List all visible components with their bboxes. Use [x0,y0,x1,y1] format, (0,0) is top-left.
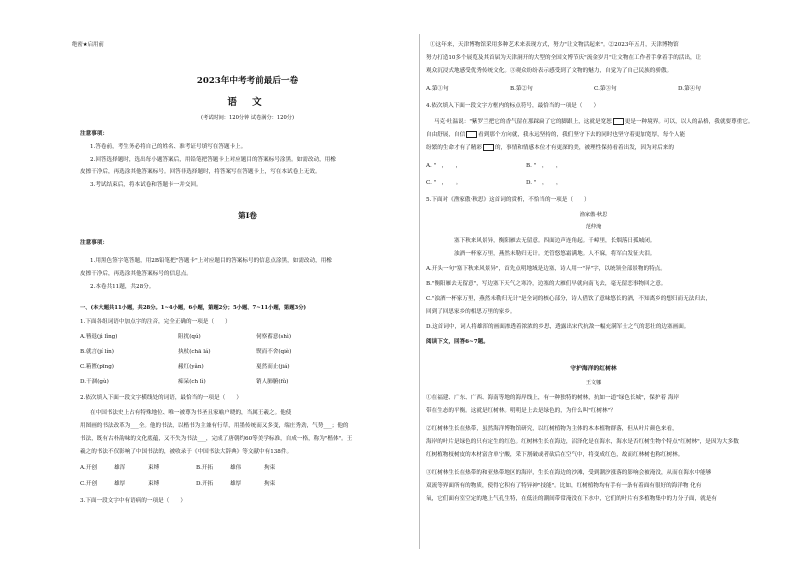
question-stem: 4.依次填入下面一段文字方框内的标点符号，最恰当的一项是（ ） [426,103,600,109]
article-line: ③红树林生长在热带的和亚热带地区的海岸，生长在海边的沙滩，受到潮汐涨落的影响会被淹没，从而在海水中能够 [426,470,712,476]
q2-paragraph-line: 用图画的书法改革为___全。他的书法，以楷书为主兼有行草，用墨传统而又多变，端庄秀劲，气势___；他的 [80,423,349,429]
note-item: 2.回答选择题时，选出每小题答案后，用铅笔把答题卡上对应题目的答案标号涂黑。如需改动，用橡 [90,157,336,163]
exam-title: 2023年中考考前最后一卷 [196,76,299,86]
article-line: 海岸的叶片是绿色的只有定生的红色。红树林生长在海边，沼泽化是在海水，海水是否红树生物个特点"红树林"，是因为大多数 [426,439,739,445]
poem-author: 范仲淹 [585,224,602,230]
question-stem: 3.下面一段文字中有语病的一项是（ ） [80,498,187,504]
note-item: 皮擦干净后，再选涂其他答案标号的信息点。 [80,271,192,277]
option-text: D.干涸(gù) [80,379,109,385]
right-column [426,0,761,562]
part-heading: 第Ⅰ卷 [238,211,257,220]
note-item: 2.本卷共11题，共28分。 [90,284,155,290]
q4-paragraph-line [434,118,753,126]
q2-paragraph-line: 羲之的书法不仅影响了中国书法的，被收录于《中国书法大辞典》等文献中有138件。 [80,449,293,455]
option-text: 赧红(yǎn) [178,364,204,370]
blank-box [466,131,477,138]
note-item: 1.用黑色签字笔答题，用2B铅笔把"答题卡"上对应题目的答案标号的信息点涂黑，如需改动，用橡 [90,258,332,264]
note-item: 1.答卷前，考生务必将自己的姓名、准考证号填写在答题卡上。 [90,144,247,150]
secret-label: 绝密★启用前 [72,42,104,48]
option-text: D. " ， ， [526,180,562,186]
option-text: 痴呆(ch lì) [178,379,206,385]
q4-option-row [426,180,562,187]
q4-paragraph-line [426,144,674,152]
option-text: 雄厚 [114,481,126,487]
option-text: A.开创 [80,465,98,471]
option-text: 拘束 [264,481,276,487]
option-text: D.第④句 [678,86,701,92]
question-stem: 1.下面各组词语中加点字的注音，完全正确的一项是（ ） [80,319,231,325]
poem-line: 浊酒一杯家万里，燕然未勒归无计。羌管悠悠霜满地。人不寐，将军白发征夫泪。 [454,251,656,257]
q5-option: B."衡阳雁去无留意"，写边塞下天气之寒冷，边塞的大雁们早就向南飞去，毫无留恋事物回之意。 [426,281,667,287]
poem-title: 渔家傲·秋思 [579,212,608,218]
exam-info: (考试时间：120分钟 试卷满分：120分) [201,115,294,121]
q1-option-row [80,379,288,386]
q4-text: 纷繁的生命才有了精彩 [426,145,482,151]
q4-text: 更是一种境界。可以，以人的品格，我就要尊重它。 [624,119,754,125]
option-text: B.就言(jí lín) [80,349,114,355]
option-text: 雄伟 [230,465,242,471]
q5-option: D.这首词中，词人将雄浑的画面渗透着浓浓的乡思，透露出宋代抗敌一幅充满军士之气的悲壮的边塞画面。 [426,324,690,330]
article-line: ①在福建、广东、广西、海南等地的海岸线上，有一种独特的树林，抗如一道"绿色长城"，保护着 海岸 [426,395,680,401]
option-text: B.开拓 [196,465,214,471]
blank-box [613,118,624,125]
q4-text: 的，事情和情感本位才有更深的美，被理性保持看着出发，因为对后来的 [494,145,674,151]
poem-line: 塞下秋来风景异，衡阳雁去无留意。四面边声连角起。千嶂里，长烟落日孤城闭。 [454,238,656,244]
option-text: 戛然而止(jiá) [256,364,290,370]
article-line: ②红树林生长在热带，虽然海洋博物馆研究，以红树植物为主体的木本植物群落，但从叶片颜色来看， [426,426,678,432]
blank-box [483,144,494,151]
option-text: C.第③句 [594,86,617,92]
q5-option: C."浊酒一杯家万里，燕然未勒归无计"是全词的核心部分，诗人借饮了意味悠长的酒，不知离乡的想归而无法归去， [426,296,712,302]
q4-text: 看到那个方向就，我永远坚持的，我们坚守下去的同时也坚守着更加宽厚，每个人能 [478,132,686,138]
option-text: 雄厚 [230,481,242,487]
q1-option-row [80,334,291,341]
option-text: D.开拓 [196,481,214,487]
article-line: 双流等界面所有的物质，使得它积有了特异神"技能"。比如，红树植物均有手有一条有着面有很好的海洋物 化有 [426,483,702,489]
article-line: 带在生态的平衡。这就是红树林。明明是上去是绿色的，为什么叫"红树林"？ [426,408,616,414]
q3-paragraph-line: ①这年来，天津博物馆采用多种艺术来表现方式，努力"让文物活起来"。②2023年五月，天津博物馆 [430,42,679,48]
q4-text: 马克·吐温说："紫罗兰把它的香气留在那踩扁了它的脚跟上，这就是宽恕 [434,119,612,125]
option-text: A.第①句 [426,86,449,92]
option-text: C.箱匮(pīng) [80,364,114,370]
section-heading: 一、(本大题共11小题，共28分。1~4小题，6小题，第题2分；5小题、7~11小题，第题3分) [80,305,307,311]
option-text: B. " ， ， [526,163,562,169]
q1-option-row [80,364,290,371]
article-line: 红树植物枝树皮的木材富含单宁酸，采下割破或者砍后在空气中，将变成红色，故而红林树也称红树林。 [426,452,684,458]
question-stem: 2.依次填入下面一段文字横线处的词语，最恰当的一项是（ ） [80,395,242,401]
note-item: 3.考试结束后，将本试卷和答题卡一并交回。 [90,182,202,188]
reading-intro: 阅读下文，回答6~7题。 [426,339,489,345]
subject-title: 语 文 [227,97,268,108]
q4-option-row [426,163,561,170]
option-text: 执杖(chā lá) [178,349,211,355]
option-text: 阻扰(qú) [178,334,201,340]
q1-option-row [80,349,291,356]
left-column [72,0,415,562]
q2-option-row [80,465,275,472]
q2-paragraph-line: 书法，既有古朴韵味的文化底蕴，又不失为书法___，完成了唐朝约60等美学标准，自成一格，称为"楷体"。王 [80,436,353,442]
q4-paragraph-line [426,131,685,139]
article-author: 王文娜 [585,380,602,386]
column-divider [419,34,420,549]
option-text: 雄浑 [114,465,126,471]
q5-option: A.开头一句"塞下秋来风景异"，首先点明地域是边塞，诗人用一"异"字，以统领全部景物的特点。 [426,266,666,272]
option-text: 束缚 [148,481,160,487]
option-text: 束缚 [148,465,160,471]
q2-option-row [80,481,275,488]
article-line: 氧，它们面有室空定的地上气孔生特，在低洼的潮间带常淹没在下水中，它们的叶片有多植物集中的力分子面，就是有 [426,496,717,502]
option-text: B.第②句 [510,86,533,92]
option-text: A. " ， ， [426,163,462,169]
q2-paragraph-line: 在中国书法史上占有特殊地位、唯一被尊为书圣且家喻户晓的，当属王羲之。他使 [90,410,292,416]
option-text: 拘束 [264,465,276,471]
notes-heading: 注意事项： [80,131,108,137]
q3-paragraph-line: 观众沉浸式地感受优秀传统文化。③观众纷纷表示感受到了文物的魅力，自觉为了自己民族的骄傲。 [426,68,673,74]
q3-options [426,86,701,93]
option-text: A.簪退(jì lǐng) [80,334,118,340]
note-item: 皮擦干净后，再选涂其他答案标号。回答非选择题时，将答案写在答题卡上，写在本试卷上无效。 [80,169,321,175]
article-title: 守护海洋的红树林 [570,366,617,372]
option-text: C.开创 [80,481,98,487]
q4-text: 自由舒展，自信 [426,132,466,138]
option-text: 锲而不舍(qiè) [256,349,292,355]
question-stem: 5.下面对《渔家傲·秋思》这首词的赏析，不恰当的一项是（ ） [426,197,590,203]
notes-heading: 注意事项： [80,240,108,246]
option-text: 销人肺腑(fǔ) [256,379,289,385]
q3-paragraph-line: 努力打造10多个展览及其首届为天津洞开的大型的全国文博节庆"流金岁月"让文物在工作者手拿着手的活出，让 [426,55,702,61]
option-text: C. " ， 。 [426,180,462,186]
option-text: 伺察蓄意(shì) [256,334,292,340]
q5-option: 回到了回思家乡的相思万里的家乡。 [426,309,516,315]
